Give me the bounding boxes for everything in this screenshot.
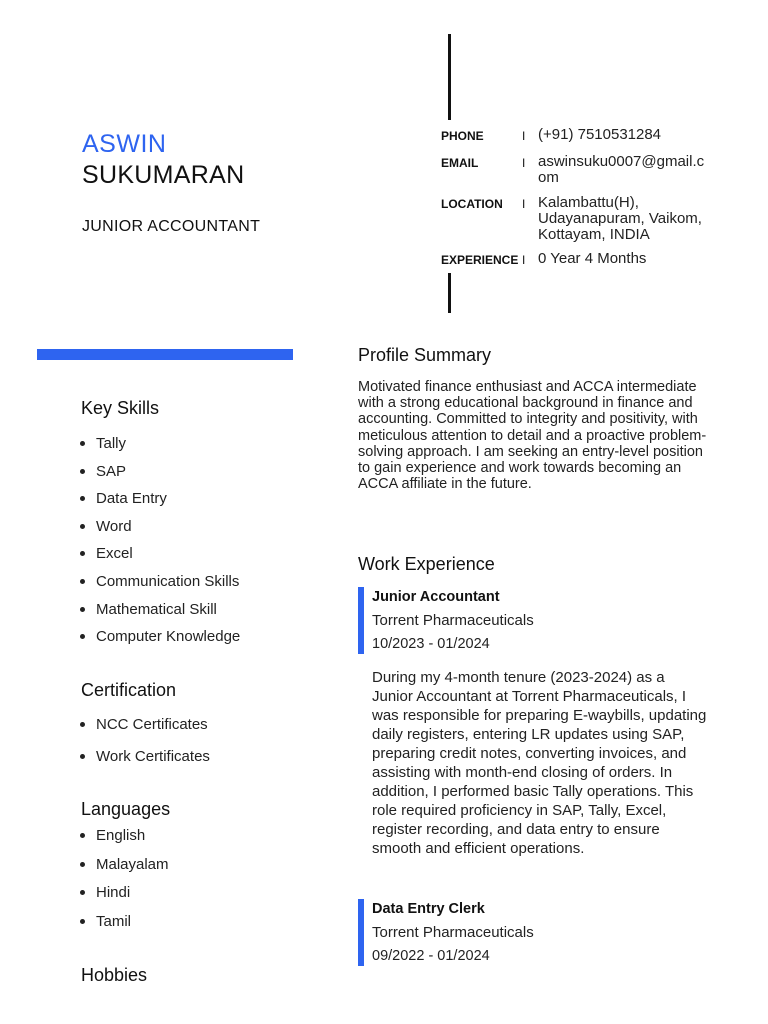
header-divider-top <box>448 34 451 120</box>
phone-value: (+91) 7510531284 <box>538 126 662 143</box>
last-name: SUKUMARAN <box>82 161 245 189</box>
location-line-3: Kottayam, INDIA <box>538 226 650 243</box>
languages-heading: Languages <box>81 799 171 819</box>
skill-item: Data Entry <box>80 489 240 517</box>
language-item: English <box>80 826 169 855</box>
job-1-dates: 10/2023 - 01/2024 <box>372 636 490 652</box>
skill-item: Word <box>80 517 240 545</box>
location-value <box>538 195 723 243</box>
experience-separator: I <box>522 253 526 267</box>
skill-item: Computer Knowledge <box>80 627 240 655</box>
language-item: Tamil <box>80 912 169 941</box>
certification-item: NCC Certificates <box>80 715 210 747</box>
email-label: EMAIL <box>441 156 479 170</box>
profile-summary-heading: Profile Summary <box>358 345 492 365</box>
skill-item: SAP <box>80 462 240 490</box>
location-label: LOCATION <box>441 197 503 211</box>
job-1-description: During my 4-month tenure (2023-2024) as a Junior Accountant at Torrent Pharmaceuticals, I was responsible for preparing E-waybills, updating daily registers, entering LR updates using SAP, preparing credit notes, converting invoices, and assisting with month-end closing of orders. In addition, I performed basic Tally operations. This role required proficiency in SAP, Tally, Excel, register recording, and data entry to ensure smooth and efficient operations. <box>372 669 707 857</box>
location-line-2: Udayanapuram, Vaikom, <box>538 210 702 227</box>
languages-list <box>80 826 169 940</box>
job-2-company: Torrent Pharmaceuticals <box>372 924 534 941</box>
header-divider-bottom <box>448 273 451 313</box>
phone-label: PHONE <box>441 129 484 143</box>
skill-item: Excel <box>80 544 240 572</box>
job-1-company: Torrent Pharmaceuticals <box>372 612 534 629</box>
job-accent-bar <box>358 899 364 966</box>
email-value[interactable] <box>538 154 723 186</box>
language-item: Hindi <box>80 883 169 912</box>
skill-item: Communication Skills <box>80 572 240 600</box>
experience-label: EXPERIENCE <box>441 253 519 267</box>
skills-heading: Key Skills <box>81 398 160 418</box>
experience-value: 0 Year 4 Months <box>538 250 647 267</box>
job-1-title: Junior Accountant <box>372 589 500 605</box>
location-separator: I <box>522 197 526 211</box>
location-line-1: Kalambattu(H), <box>538 194 639 211</box>
accent-bar <box>37 349 293 360</box>
skills-list <box>80 434 240 655</box>
email-line-2: om <box>538 169 559 186</box>
email-line-1: aswinsuku0007@gmail.c <box>538 153 705 170</box>
job-2-dates: 09/2022 - 01/2024 <box>372 948 490 964</box>
phone-separator: I <box>522 129 526 143</box>
job-2-title: Data Entry Clerk <box>372 901 485 917</box>
job-accent-bar <box>358 587 364 654</box>
hobbies-heading: Hobbies <box>81 965 148 985</box>
work-experience-heading: Work Experience <box>358 554 495 574</box>
skill-item: Tally <box>80 434 240 462</box>
skill-item: Mathematical Skill <box>80 600 240 628</box>
profile-summary-text: Motivated finance enthusiast and ACCA intermediate with a strong educational background in finance and accounting. Committed to integrity and positivity, with meticulous attention to detail and a proactive problem-solving approach. I am seeking an entry-level position to gain experience and work towards becoming an ACCA affiliate in the future. <box>358 379 707 493</box>
language-item: Malayalam <box>80 855 169 884</box>
certification-item: Work Certificates <box>80 747 210 779</box>
job-title: JUNIOR ACCOUNTANT <box>82 218 261 235</box>
certification-heading: Certification <box>81 680 177 700</box>
email-separator: I <box>522 156 526 170</box>
first-name: ASWIN <box>82 130 167 158</box>
certification-list <box>80 715 210 779</box>
